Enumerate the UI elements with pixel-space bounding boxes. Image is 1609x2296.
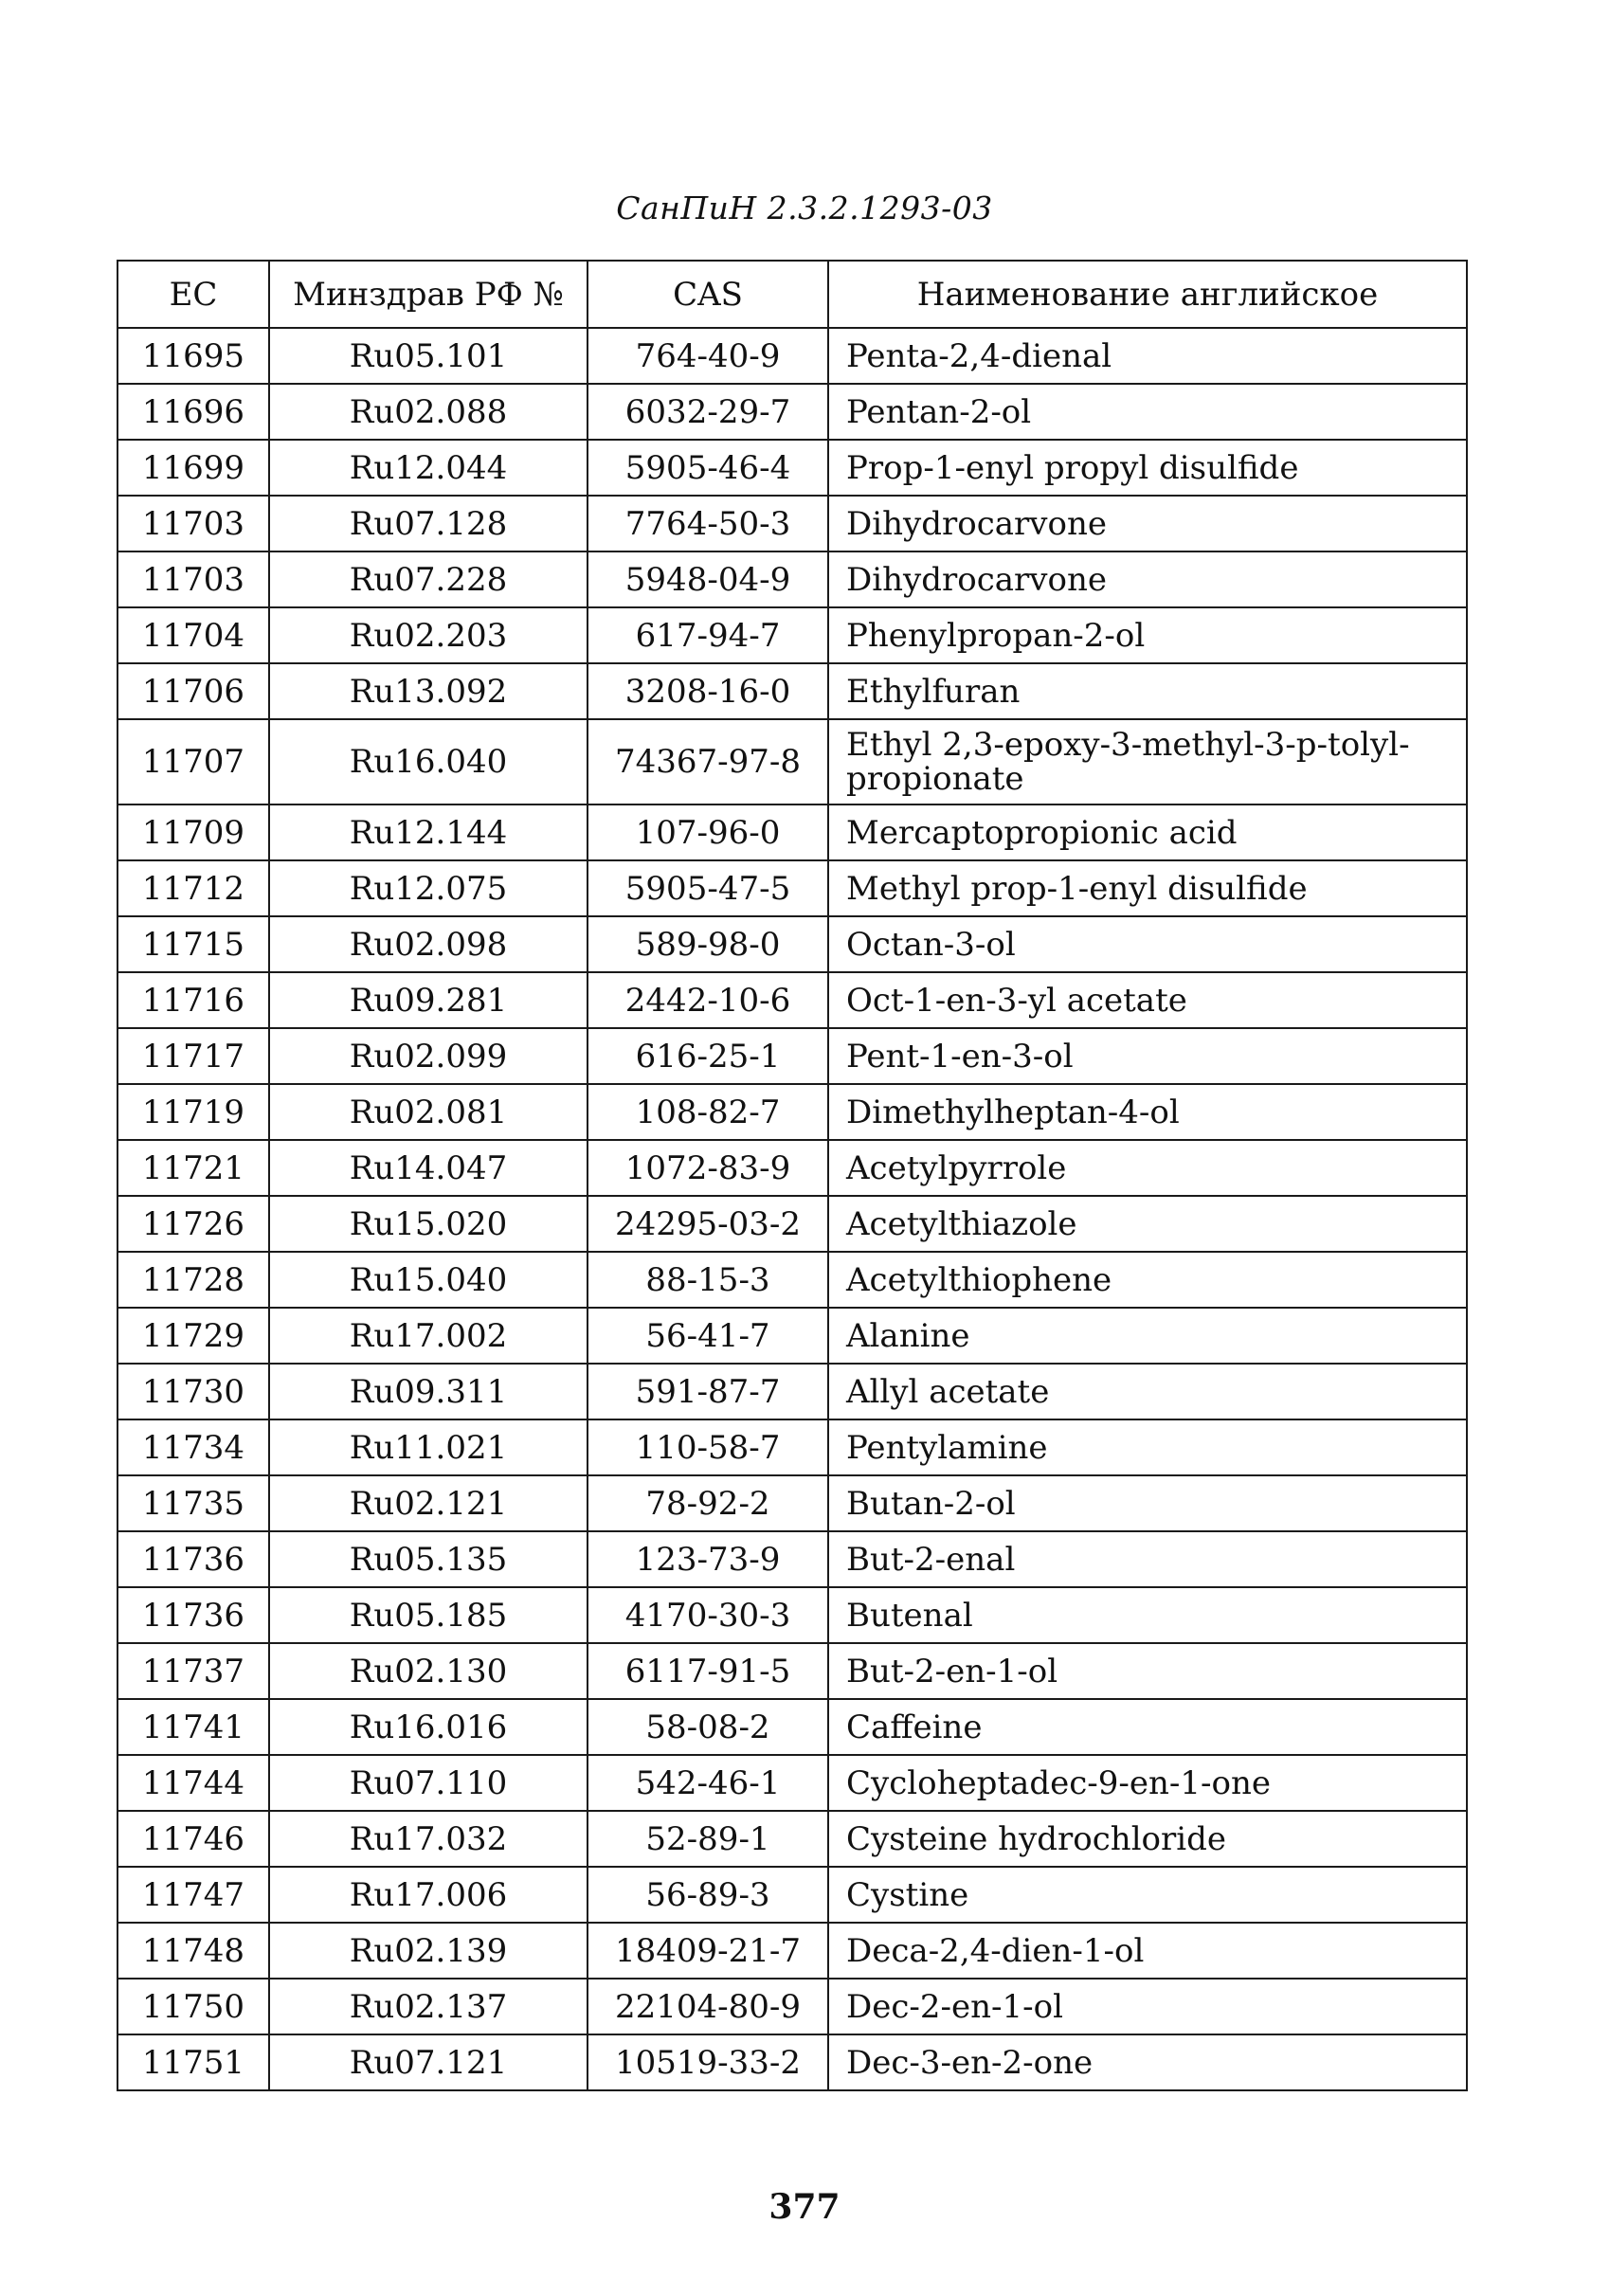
name-cell: Octan-3-ol [828,916,1467,972]
table-row [118,1252,1467,1308]
name-cell: Pentan-2-ol [828,384,1467,440]
name-cell: Oct-1-en-3-yl acetate [828,972,1467,1028]
minzdrav-cell: Ru07.121 [269,2034,588,2090]
table-row [118,2034,1467,2090]
header-minzdrav: Минздрав РФ № [269,261,588,328]
name-cell: Acetylpyrrole [828,1140,1467,1196]
ec-cell: 11696 [118,384,269,440]
table-row [118,384,1467,440]
minzdrav-cell: Ru11.021 [269,1419,588,1475]
table-row [118,1755,1467,1811]
ec-cell: 11703 [118,551,269,607]
minzdrav-cell: Ru05.135 [269,1531,588,1587]
table-row [118,328,1467,384]
cas-cell: 5948-04-9 [588,551,828,607]
minzdrav-cell: Ru16.040 [269,719,588,805]
page-number: 377 [768,2187,841,2227]
minzdrav-cell: Ru12.075 [269,860,588,916]
ec-cell: 11712 [118,860,269,916]
header-name-english: Наименование английское [828,261,1467,328]
name-cell: Cystine [828,1867,1467,1923]
table-row [118,1643,1467,1699]
name-cell: Ethylfuran [828,663,1467,719]
ec-cell: 11709 [118,805,269,860]
table-row [118,972,1467,1028]
ec-cell: 11737 [118,1643,269,1699]
minzdrav-cell: Ru12.144 [269,805,588,860]
ec-cell: 11699 [118,440,269,496]
name-cell: Methyl prop-1-enyl disulfide [828,860,1467,916]
cas-cell: 24295-03-2 [588,1196,828,1252]
ec-cell: 11746 [118,1811,269,1867]
name-cell: Dihydrocarvone [828,551,1467,607]
ec-cell: 11695 [118,328,269,384]
table-row [118,1531,1467,1587]
cas-cell: 4170-30-3 [588,1587,828,1643]
minzdrav-cell: Ru14.047 [269,1140,588,1196]
ec-cell: 11736 [118,1587,269,1643]
minzdrav-cell: Ru07.228 [269,551,588,607]
name-cell: Penta-2,4-dienal [828,328,1467,384]
ec-cell: 11741 [118,1699,269,1755]
ec-cell: 11726 [118,1196,269,1252]
name-cell: Pentylamine [828,1419,1467,1475]
minzdrav-cell: Ru07.110 [269,1755,588,1811]
table-row [118,1028,1467,1084]
cas-cell: 123-73-9 [588,1531,828,1587]
table-row [118,1308,1467,1364]
cas-cell: 591-87-7 [588,1364,828,1419]
ec-cell: 11715 [118,916,269,972]
name-cell: Butenal [828,1587,1467,1643]
cas-cell: 10519-33-2 [588,2034,828,2090]
cas-cell: 6032-29-7 [588,384,828,440]
minzdrav-cell: Ru05.185 [269,1587,588,1643]
minzdrav-cell: Ru09.281 [269,972,588,1028]
table-row [118,663,1467,719]
table-row [118,1196,1467,1252]
minzdrav-cell: Ru02.130 [269,1643,588,1699]
minzdrav-cell: Ru02.137 [269,1979,588,2034]
cas-cell: 589-98-0 [588,916,828,972]
cas-cell: 2442-10-6 [588,972,828,1028]
minzdrav-cell: Ru16.016 [269,1699,588,1755]
table-row [118,1419,1467,1475]
table-row [118,719,1467,805]
name-cell: Prop-1-enyl propyl disulfide [828,440,1467,496]
cas-cell: 56-41-7 [588,1308,828,1364]
name-cell: Phenylpropan-2-ol [828,607,1467,663]
cas-cell: 58-08-2 [588,1699,828,1755]
name-cell: Dimethylheptan-4-ol [828,1084,1467,1140]
ec-cell: 11728 [118,1252,269,1308]
cas-cell: 616-25-1 [588,1028,828,1084]
minzdrav-cell: Ru17.006 [269,1867,588,1923]
name-cell: Dec-3-en-2-one [828,2034,1467,2090]
cas-cell: 88-15-3 [588,1252,828,1308]
name-cell: Acetylthiophene [828,1252,1467,1308]
table-row [118,440,1467,496]
ec-cell: 11729 [118,1308,269,1364]
name-cell: But-2-en-1-ol [828,1643,1467,1699]
ec-cell: 11730 [118,1364,269,1419]
ec-cell: 11735 [118,1475,269,1531]
minzdrav-cell: Ru02.098 [269,916,588,972]
minzdrav-cell: Ru17.002 [269,1308,588,1364]
ec-cell: 11736 [118,1531,269,1587]
ec-cell: 11734 [118,1419,269,1475]
table-row [118,607,1467,663]
name-cell: Acetylthiazole [828,1196,1467,1252]
ec-cell: 11744 [118,1755,269,1811]
table-header-row [118,261,1467,328]
minzdrav-cell: Ru02.121 [269,1475,588,1531]
header-cas: CAS [588,261,828,328]
name-cell: Caffeine [828,1699,1467,1755]
cas-cell: 617-94-7 [588,607,828,663]
cas-cell: 7764-50-3 [588,496,828,551]
table-row [118,916,1467,972]
minzdrav-cell: Ru13.092 [269,663,588,719]
name-cell: Pent-1-en-3-ol [828,1028,1467,1084]
table-row [118,860,1467,916]
ec-cell: 11716 [118,972,269,1028]
minzdrav-cell: Ru17.032 [269,1811,588,1867]
minzdrav-cell: Ru02.099 [269,1028,588,1084]
ec-cell: 11719 [118,1084,269,1140]
header-ec: EC [118,261,269,328]
cas-cell: 74367-97-8 [588,719,828,805]
ec-cell: 11751 [118,2034,269,2090]
minzdrav-cell: Ru02.203 [269,607,588,663]
ec-cell: 11707 [118,719,269,805]
ec-cell: 11704 [118,607,269,663]
name-cell: Cysteine hydrochloride [828,1811,1467,1867]
cas-cell: 3208-16-0 [588,663,828,719]
cas-cell: 5905-46-4 [588,440,828,496]
ec-cell: 11703 [118,496,269,551]
document-header: СанПиН 2.3.2.1293-03 [616,190,993,226]
minzdrav-cell: Ru02.081 [269,1084,588,1140]
minzdrav-cell: Ru15.020 [269,1196,588,1252]
table-row [118,1867,1467,1923]
table-row [118,1084,1467,1140]
table-row [118,551,1467,607]
name-cell: Cycloheptadec-9-en-1-one [828,1755,1467,1811]
cas-cell: 1072-83-9 [588,1140,828,1196]
table-row [118,1364,1467,1419]
cas-cell: 56-89-3 [588,1867,828,1923]
ec-cell: 11706 [118,663,269,719]
name-cell: Dihydrocarvone [828,496,1467,551]
substances-table [117,260,1468,2091]
table-row [118,1587,1467,1643]
name-cell: Dec-2-en-1-ol [828,1979,1467,2034]
minzdrav-cell: Ru02.139 [269,1923,588,1979]
cas-cell: 110-58-7 [588,1419,828,1475]
table-row [118,1923,1467,1979]
ec-cell: 11750 [118,1979,269,2034]
cas-cell: 107-96-0 [588,805,828,860]
minzdrav-cell: Ru12.044 [269,440,588,496]
cas-cell: 542-46-1 [588,1755,828,1811]
ec-cell: 11748 [118,1923,269,1979]
table-row [118,1811,1467,1867]
table-row [118,1699,1467,1755]
table-body [118,328,1467,2090]
name-cell: Butan-2-ol [828,1475,1467,1531]
minzdrav-cell: Ru07.128 [269,496,588,551]
cas-cell: 52-89-1 [588,1811,828,1867]
cas-cell: 764-40-9 [588,328,828,384]
cas-cell: 22104-80-9 [588,1979,828,2034]
minzdrav-cell: Ru05.101 [269,328,588,384]
table-row [118,1140,1467,1196]
name-cell: Alanine [828,1308,1467,1364]
cas-cell: 6117-91-5 [588,1643,828,1699]
table-row [118,496,1467,551]
ec-cell: 11717 [118,1028,269,1084]
cas-cell: 5905-47-5 [588,860,828,916]
cas-cell: 78-92-2 [588,1475,828,1531]
name-cell: Allyl acetate [828,1364,1467,1419]
table-row [118,805,1467,860]
cas-cell: 108-82-7 [588,1084,828,1140]
minzdrav-cell: Ru09.311 [269,1364,588,1419]
ec-cell: 11747 [118,1867,269,1923]
name-cell: Ethyl 2,3-epoxy-3-methyl-3-p-tolyl- propionate [828,719,1467,805]
table-row [118,1979,1467,2034]
name-cell: Deca-2,4-dien-1-ol [828,1923,1467,1979]
name-cell: Mercaptopropionic acid [828,805,1467,860]
cas-cell: 18409-21-7 [588,1923,828,1979]
name-cell: But-2-enal [828,1531,1467,1587]
table-row [118,1475,1467,1531]
minzdrav-cell: Ru02.088 [269,384,588,440]
minzdrav-cell: Ru15.040 [269,1252,588,1308]
ec-cell: 11721 [118,1140,269,1196]
